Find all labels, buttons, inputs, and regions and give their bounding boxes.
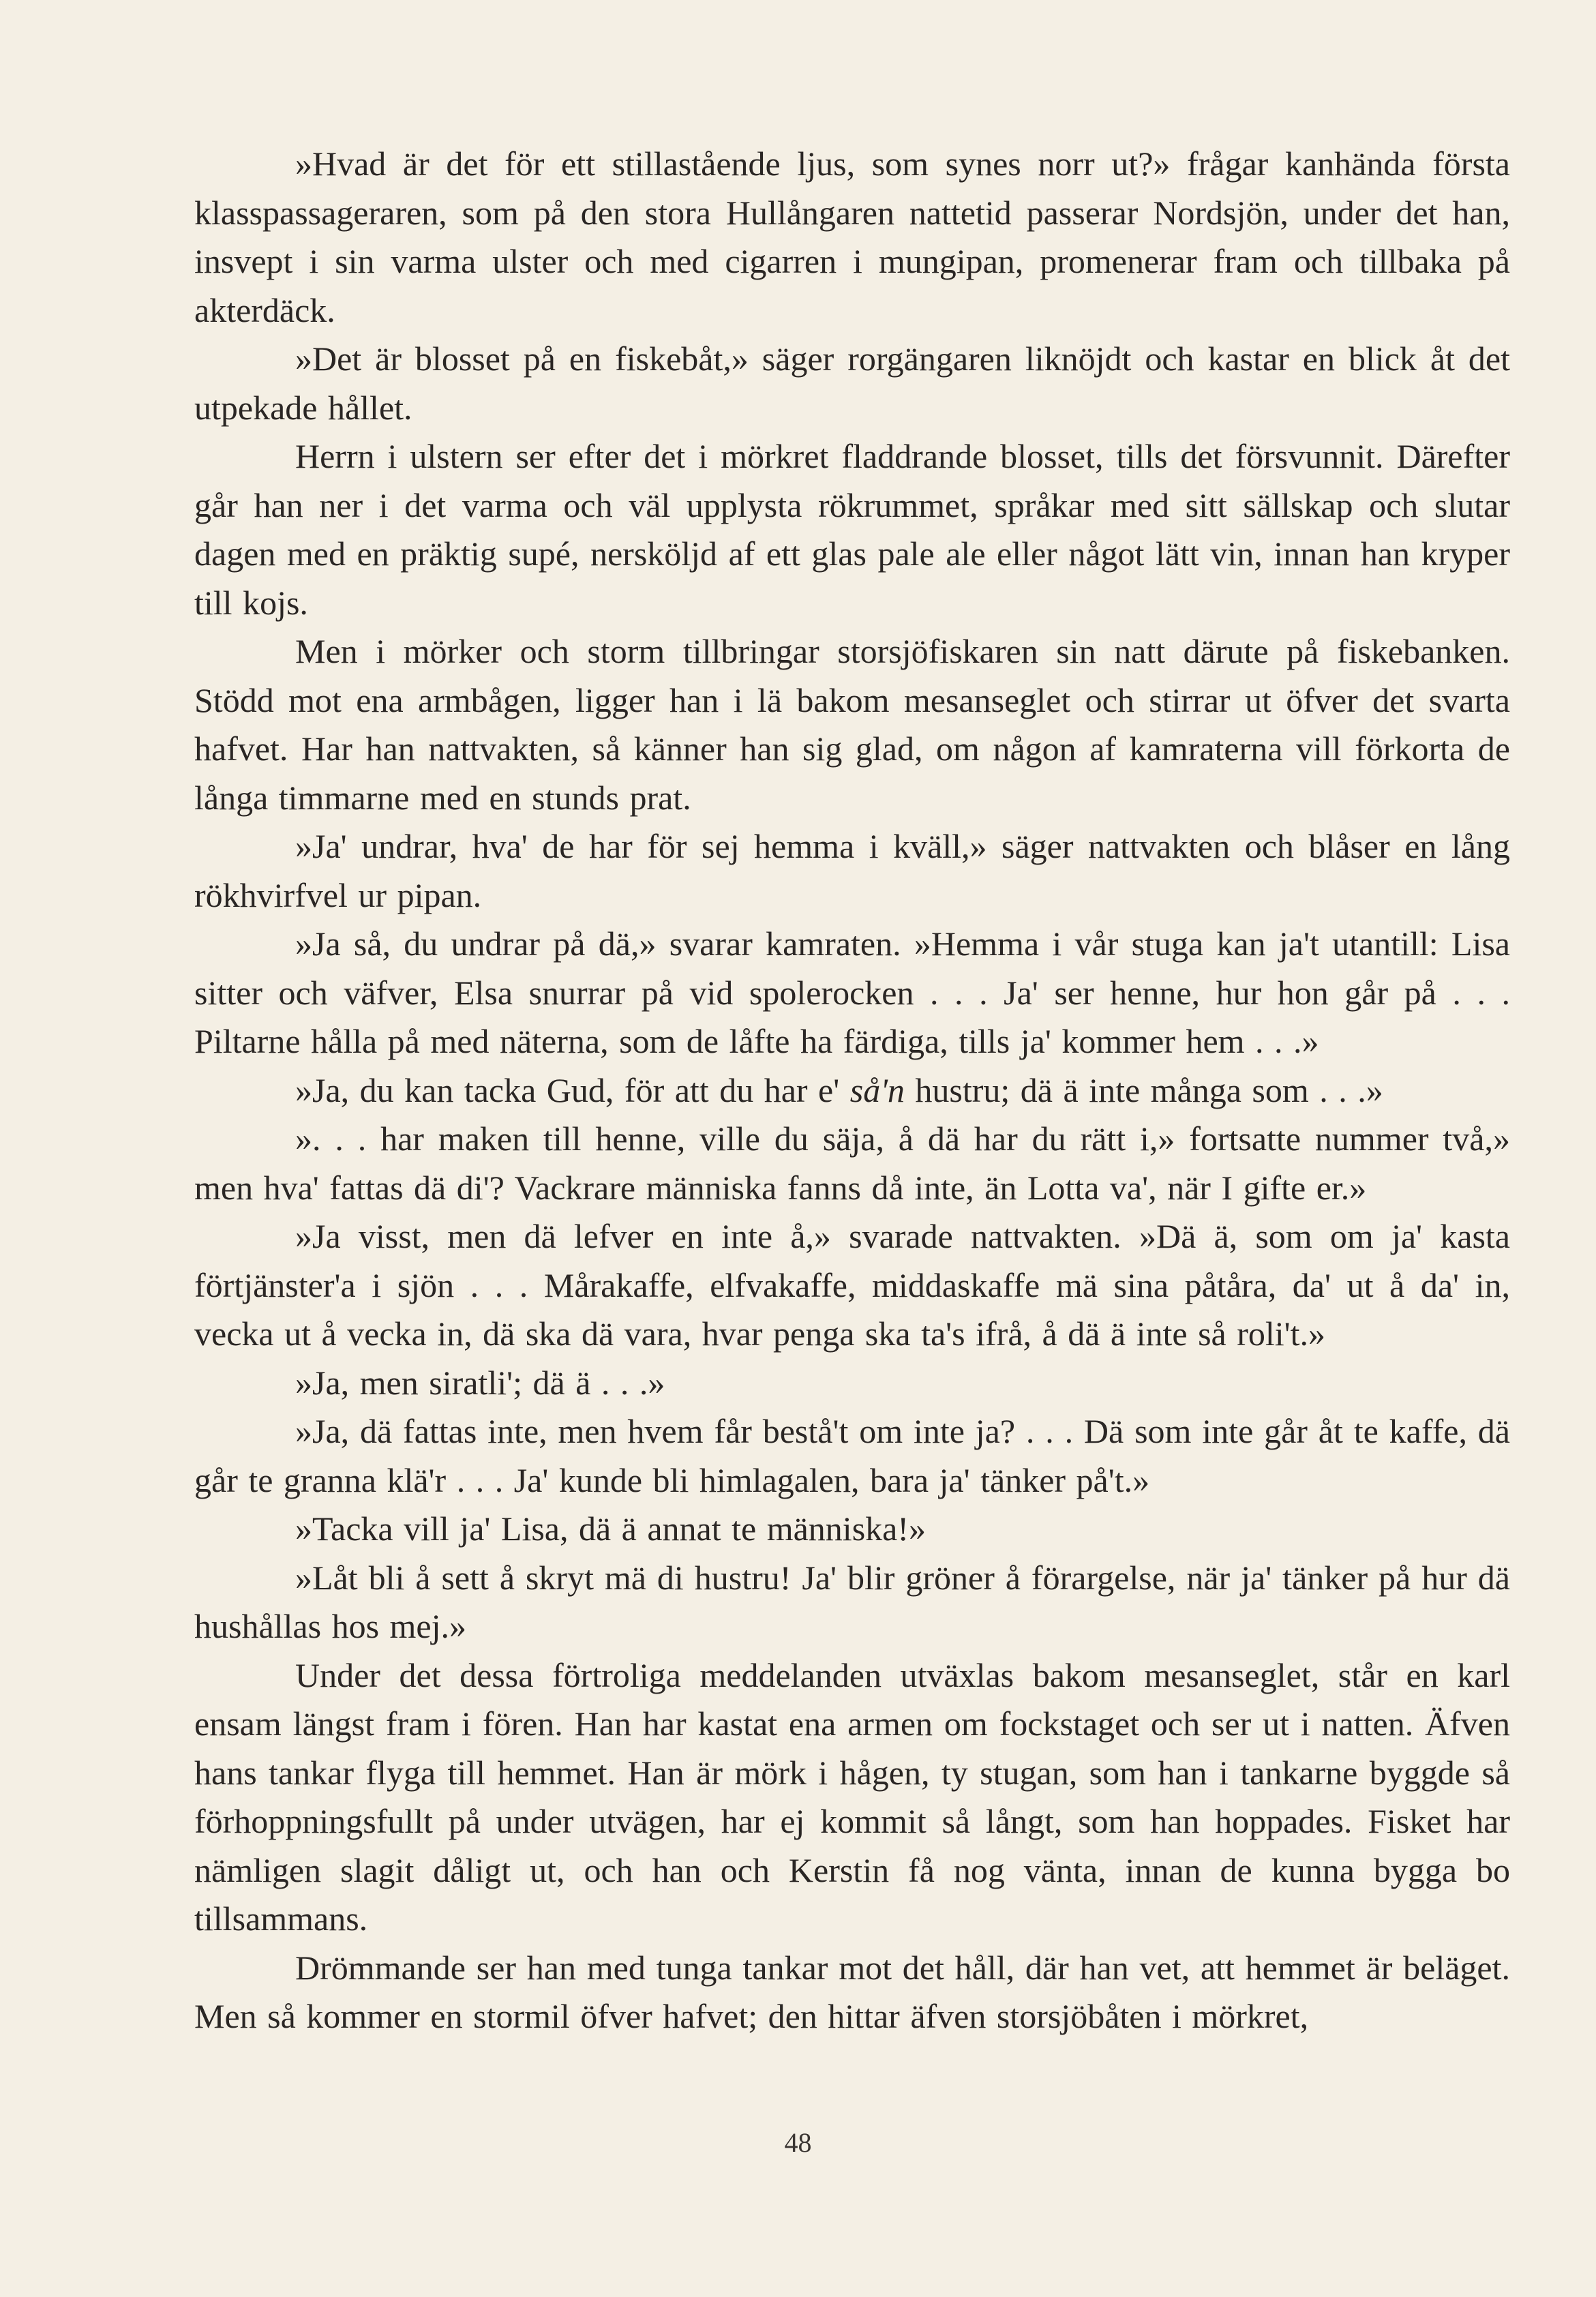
page-body [194,140,1510,2041]
paragraph-14: Under det dessa förtroliga meddelanden utväxlas bakom mesanseglet, står en karl ensam längst fram i fören. Han har kastat ena armen om fockstaget och ser ut i natten. Äfven hans tankar flyga till hemmet. Han är mörk i hågen, ty stugan, som han i tankarne byggde så förhoppningsfullt på under utvägen, har ej kommit så långt, som han hoppades. Fisket har nämligen slagit dåligt ut, och han och Kerstin få nog vänta, innan de kunna bygga bo tillsammans. [194,1655,1510,1938]
paragraph-1: »Hvad är det för ett stillastående ljus, som synes norr ut?» frågar kanhända första klasspassageraren, som på den stora Hullångaren nattetid passerar Nordsjön, under det han, insvept i sin varma ulster och med cigarren i mungipan, promenerar fram och tillbaka på akterdäck. [194,145,1510,329]
paragraph-3: Herrn i ulstern ser efter det i mörkret fladdrande blosset, tills det försvunnit. Därefter går han ner i det varma och väl upplysta rökrummet, språkar med sitt sällskap och slutar dagen med en präktig supé, nersköljd af ett glas pale ale eller något lätt vin, innan han kryper till kojs. [194,437,1510,622]
paragraph-5: »Ja' undrar, hva' de har för sej hemma i kväll,» säger nattvakten och blåser en lång rökhvirfvel ur pipan. [194,827,1510,914]
paragraph-7-italic: så'n [849,1070,905,1109]
paragraph-9: »Ja visst, men dä lefver en inte å,» svarade nattvakten. »Dä ä, som om ja' kasta förtjänster'a i sjön . . . Mårakaffe, elfvakaffe, middaskaffe mä sina påtåra, da' ut å da' in, vecka ut å vecka in, dä ska dä vara, hvar penga ska ta's ifrå, å dä ä inte så roli't.» [194,1217,1510,1353]
paragraph-7-before: »Ja, du kan tacka Gud, för att du har e' [295,1070,850,1109]
paragraph-13: »Låt bli å sett å skryt mä di hustru! Ja' blir gröner å förargelse, när ja' tänker på hur dä hushållas hos mej.» [194,1558,1510,1645]
paragraph-6: »Ja så, du undrar på dä,» svarar kamraten. »Hemma i vår stuga kan ja't utantill: Lisa sitter och väfver, Elsa snurrar på vid spolerocken . . . Ja' ser henne, hur hon går på . . . Piltarne hålla på med näterna, som de låfte ha färdiga, tills ja' kommer hem . . .» [194,925,1510,1060]
paragraph-2: »Det är blosset på en fiskebåt,» säger rorgängaren liknöjdt och kastar en blick åt det utpekade hållet. [194,340,1510,427]
paragraph-7 [194,1066,1510,1115]
paragraph-11: »Ja, dä fattas inte, men hvem får bestå't om inte ja? . . . Dä som inte går åt te kaffe, dä går te granna klä'r . . . Ja' kunde bli himlagalen, bara ja' tänker på't.» [194,1412,1510,1499]
paragraph-15: Drömmande ser han med tunga tankar mot det håll, där han vet, att hemmet är beläget. Men så kommer en stormil öfver hafvet; den hittar äfven storsjöbåten i mörkret, [194,1948,1510,2035]
paragraph-10: »Ja, men siratli'; dä ä . . .» [295,1363,665,1402]
paragraph-7-after: hustru; dä ä inte många som . . .» [904,1070,1383,1109]
paragraph-12: »Tacka vill ja' Lisa, dä ä annat te människa!» [295,1510,927,1548]
page-number: 48 [784,2127,812,2158]
paragraph-8: ». . . har maken till henne, ville du säja, å dä har du rätt i,» fortsatte nummer två,» men hva' fattas dä di'? Vackrare människa fanns då inte, än Lotta va', när I gifte er.» [194,1120,1510,1207]
paragraph-4: Men i mörker och storm tillbringar storsjöfiskaren sin natt därute på fiskebanken. Stödd mot ena armbågen, ligger han i lä bakom mesanseglet och stirrar ut öfver det svarta hafvet. Har han nattvakten, så känner han sig glad, om någon af kamraterna vill förkorta de långa timmarne med en stunds prat. [194,632,1510,817]
